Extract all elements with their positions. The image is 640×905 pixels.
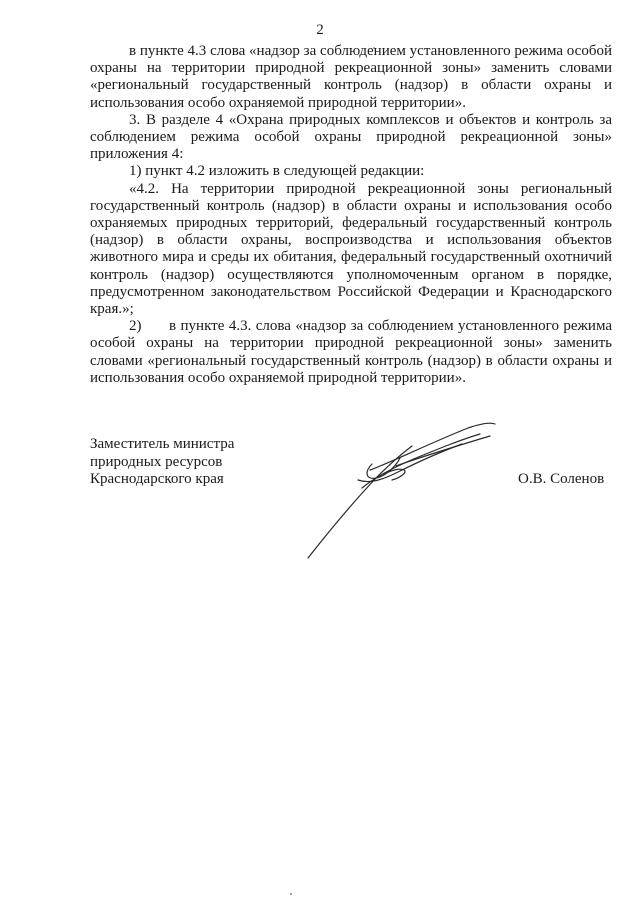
document-body xyxy=(90,43,612,387)
position-line-2: природных ресурсов xyxy=(90,453,223,470)
paragraph-amendment-4-3: в пункте 4.3 слова «надзор за соблюдением установленного режима особой охраны на территории природной рекреационной зоны» заменить словами «региональный государственный контроль (надзор) в области охраны и использования особо охраняемой природной территории». xyxy=(90,43,612,111)
position-line-3: Краснодарского края xyxy=(90,471,224,488)
paragraph-item-1: 1) пункт 4.2 изложить в следующей редакции: xyxy=(129,163,425,180)
paragraph-new-wording-4-2: «4.2. На территории природной рекреационной зоны региональный государственный контроль (надзор) в области охраны и использования особо охраняемых природных территорий, федеральный государственный контроль (надзор) в области охраны, воспроизводства и использования объектов животного мира и среды их обитания, федеральный государственный охотничий контроль (надзор) осуществляются уполномоченным органом в порядке, предусмотренном законодательством Российской Федерации и Краснодарского края.»; xyxy=(90,180,612,318)
position-line-1: Заместитель министра xyxy=(90,436,235,452)
paragraph-section-4: 3. В разделе 4 «Охрана природных комплексов и объектов и контроль за соблюдением режима особой охраны природной рекреационной зоны» приложения 4: xyxy=(90,111,612,163)
signer-position xyxy=(90,436,290,489)
paragraph-item-2 xyxy=(90,318,612,387)
signer-name: О.В. Соленов xyxy=(518,471,605,487)
item-2-text: в пункте 4.3. слова «надзор за соблюдением установленного режима особой охраны на территории природной рекреационной зоны» заменить словами «региональный государственный контроль (надзор) в области охраны и использования особо охраняемой природной территории». xyxy=(90,318,612,386)
footer-speck xyxy=(290,893,292,895)
handwritten-signature-icon xyxy=(300,418,500,568)
page-number: 2 xyxy=(316,22,324,38)
item-2-number: 2) xyxy=(129,318,142,335)
